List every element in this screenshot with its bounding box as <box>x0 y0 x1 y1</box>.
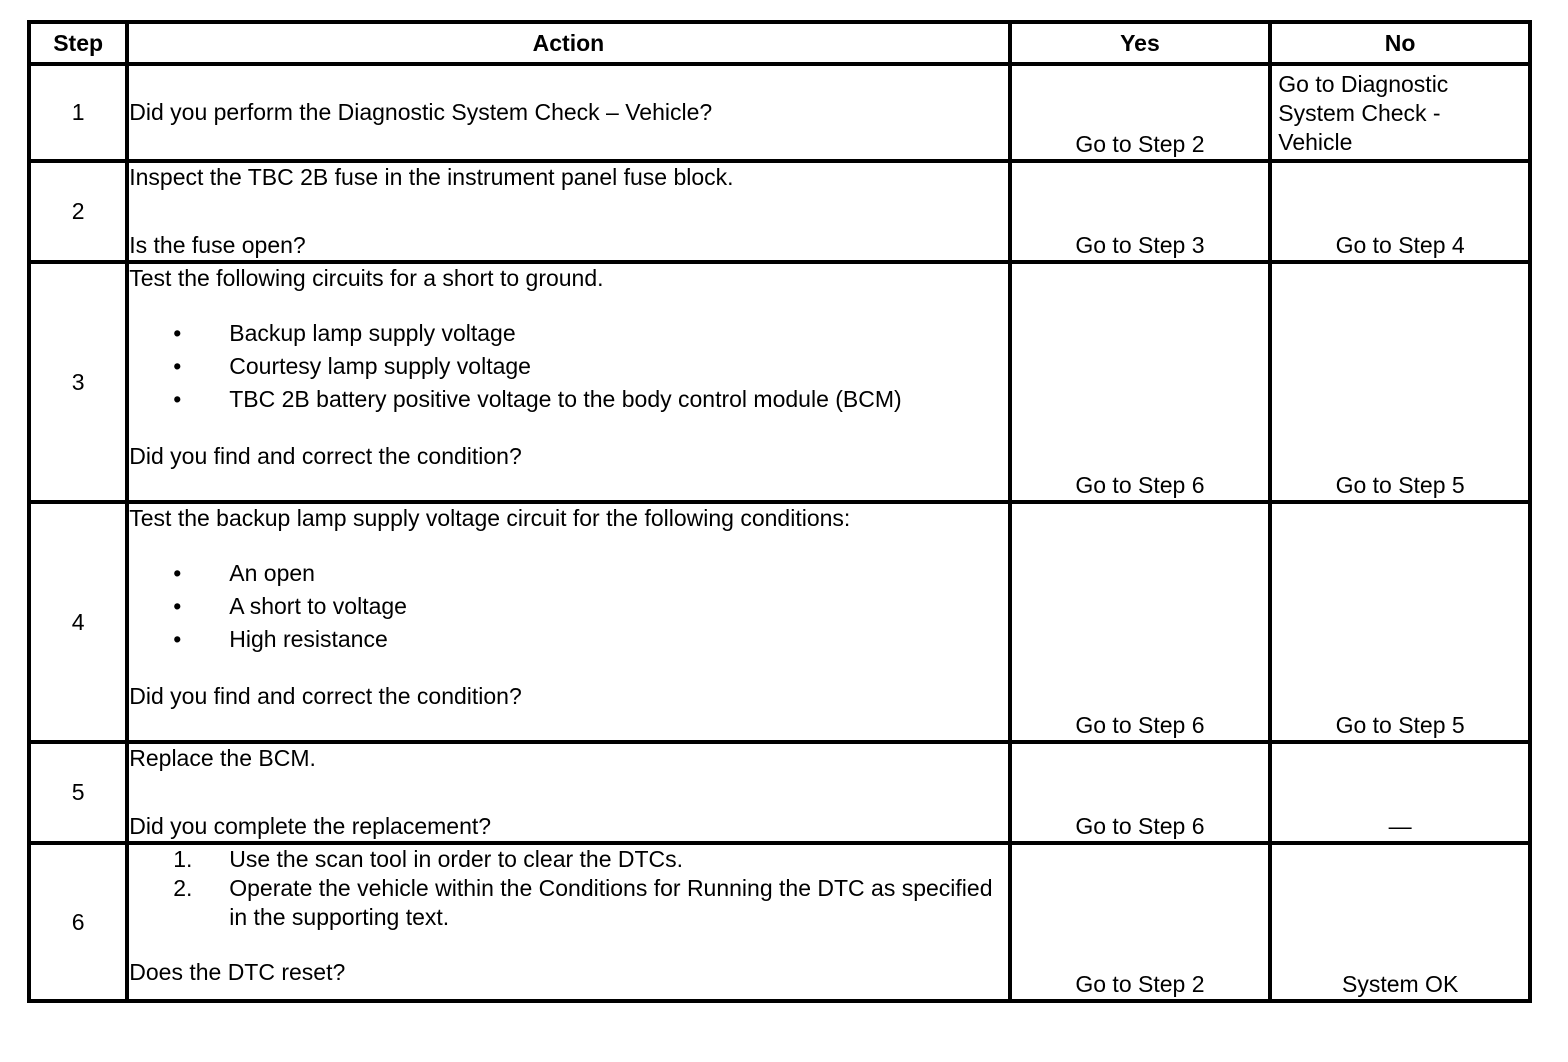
step-number: 2 <box>29 161 127 262</box>
yes-cell: Go to Step 2 <box>1010 843 1271 1001</box>
action-question: Did you find and correct the condition? <box>129 443 522 469</box>
table-row <box>29 742 1530 843</box>
header-action: Action <box>127 22 1009 64</box>
action-question: Did you find and correct the condition? <box>129 683 522 709</box>
action-question: Is the fuse open? <box>129 232 306 258</box>
yes-cell: Go to Step 2 <box>1010 64 1271 161</box>
action-question: Did you perform the Diagnostic System Check – Vehicle? <box>129 99 713 125</box>
table-row <box>29 262 1530 502</box>
no-cell: — <box>1270 742 1530 843</box>
no-cell: Go to Step 5 <box>1270 502 1530 742</box>
bullet-text: An open <box>229 560 315 586</box>
bullet-text: TBC 2B battery positive voltage to the body control module (BCM) <box>229 386 902 412</box>
step-number: 6 <box>29 843 127 1001</box>
table-row <box>29 502 1530 742</box>
action-cell <box>127 742 1009 843</box>
yes-cell: Go to Step 6 <box>1010 262 1271 502</box>
bullet-text: Backup lamp supply voltage <box>229 320 516 346</box>
table-row <box>29 161 1530 262</box>
list-number: 2. <box>173 875 193 901</box>
list-item <box>129 350 1007 383</box>
step-number: 5 <box>29 742 127 843</box>
step-number: 4 <box>29 502 127 742</box>
list-item <box>129 317 1007 350</box>
bullet-icon: • <box>173 386 182 412</box>
bullet-text: High resistance <box>229 626 388 652</box>
yes-cell: Go to Step 6 <box>1010 742 1271 843</box>
no-cell: Go to Step 4 <box>1270 161 1530 262</box>
header-yes: Yes <box>1010 22 1271 64</box>
no-cell: System OK <box>1270 843 1530 1001</box>
action-intro: Replace the BCM. <box>129 745 316 771</box>
no-cell: Go to Diagnostic System Check - Vehicle <box>1270 64 1530 161</box>
header-step: Step <box>29 22 127 64</box>
header-no: No <box>1270 22 1530 64</box>
no-cell: Go to Step 5 <box>1270 262 1530 502</box>
yes-cell: Go to Step 6 <box>1010 502 1271 742</box>
action-question: Does the DTC reset? <box>129 959 346 985</box>
action-question: Did you complete the replacement? <box>129 813 492 839</box>
table-row <box>29 64 1530 161</box>
bullet-text: Courtesy lamp supply voltage <box>229 353 531 379</box>
list-item <box>129 874 1007 932</box>
bullet-list <box>129 317 1007 416</box>
bullet-list <box>129 557 1007 656</box>
list-item <box>129 557 1007 590</box>
action-cell <box>127 64 1009 161</box>
bullet-icon: • <box>173 560 182 586</box>
header-row <box>29 22 1530 64</box>
list-item <box>129 845 1007 874</box>
action-intro: Test the backup lamp supply voltage circuit for the following conditions: <box>129 505 851 531</box>
step-number: 3 <box>29 262 127 502</box>
list-item <box>129 623 1007 656</box>
list-item <box>129 383 1007 416</box>
action-cell <box>127 843 1009 1001</box>
bullet-icon: • <box>173 593 182 619</box>
step-number: 1 <box>29 64 127 161</box>
list-number: 1. <box>173 846 193 872</box>
list-item <box>129 590 1007 623</box>
diagnostic-table <box>27 20 1532 1003</box>
yes-cell: Go to Step 3 <box>1010 161 1271 262</box>
table-row <box>29 843 1530 1001</box>
bullet-icon: • <box>173 626 182 652</box>
action-cell <box>127 161 1009 262</box>
action-intro: Test the following circuits for a short to ground. <box>129 265 604 291</box>
action-cell <box>127 262 1009 502</box>
action-intro: Inspect the TBC 2B fuse in the instrument panel fuse block. <box>129 164 734 190</box>
list-text: Operate the vehicle within the Conditions for Running the DTC as specified in the supporting text. <box>229 875 993 930</box>
numbered-list <box>129 845 1007 932</box>
bullet-icon: • <box>173 353 182 379</box>
bullet-icon: • <box>173 320 182 346</box>
action-cell <box>127 502 1009 742</box>
bullet-text: A short to voltage <box>229 593 407 619</box>
list-text: Use the scan tool in order to clear the DTCs. <box>229 846 684 872</box>
